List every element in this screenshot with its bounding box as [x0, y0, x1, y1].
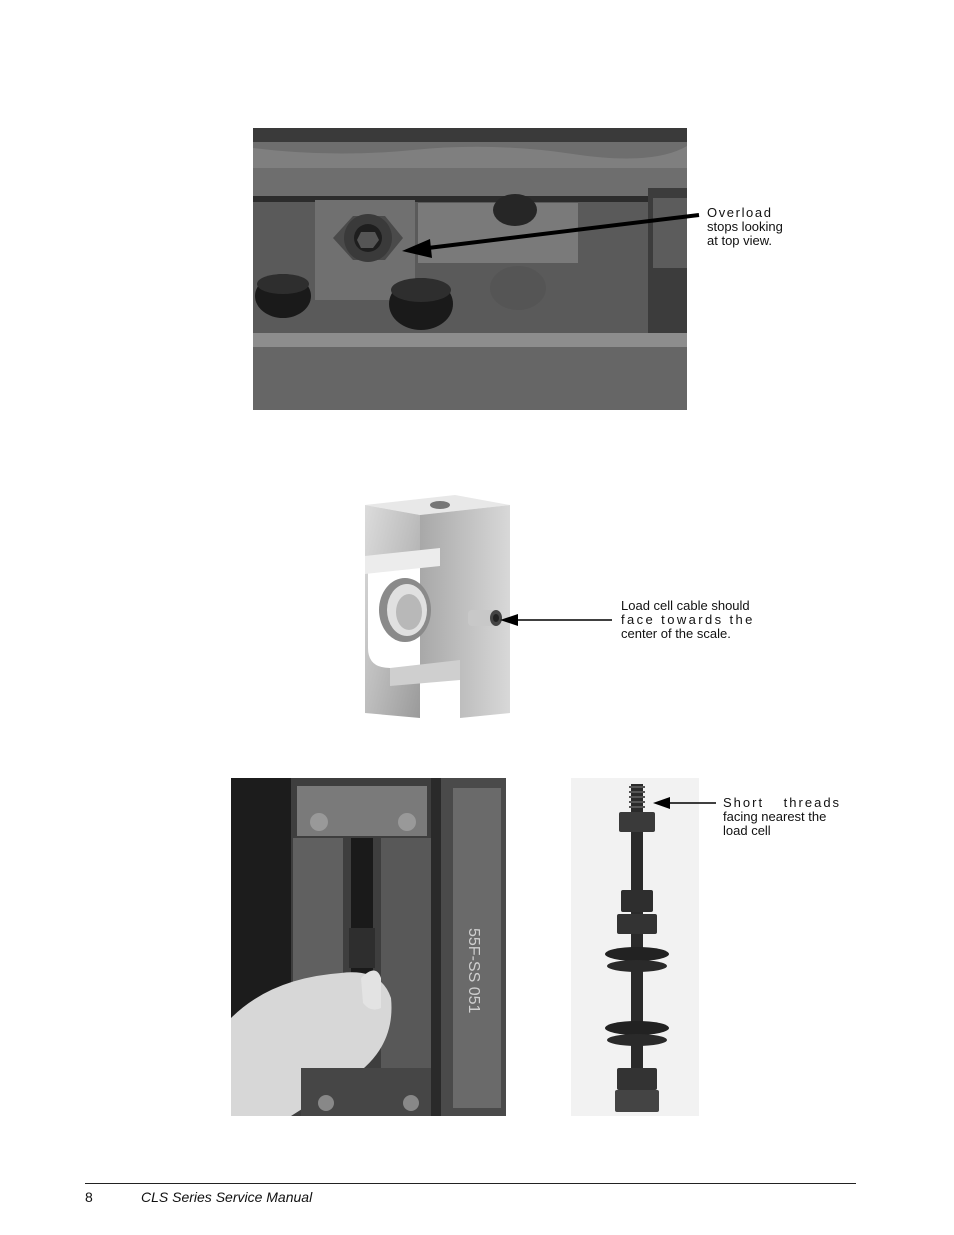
load-cell-callout-line-1: Load cell cable should [621, 598, 750, 613]
short-threads-callout-line-3: load cell [723, 823, 771, 838]
overload-callout-line-3: at top view. [707, 233, 773, 248]
manual-title: CLS Series Service Manual [141, 1189, 313, 1205]
short-threads-callout-line-1: Short threads [723, 795, 842, 810]
short-threads-callout [723, 795, 842, 838]
svg-text:55F-SS 051: 55F-SS 051 [465, 928, 482, 1014]
overload-callout-line-1: Overload [707, 205, 773, 220]
short-threads-callout-line-2: facing nearest the [723, 809, 827, 824]
page-number: 8 [85, 1189, 93, 1205]
footer-rule [85, 1183, 856, 1184]
load-cell-callout-line-2: face towards the [621, 612, 755, 627]
load-cell-callout-line-3: center of the scale. [621, 626, 731, 641]
overload-callout-line-2: stops looking [707, 219, 783, 234]
